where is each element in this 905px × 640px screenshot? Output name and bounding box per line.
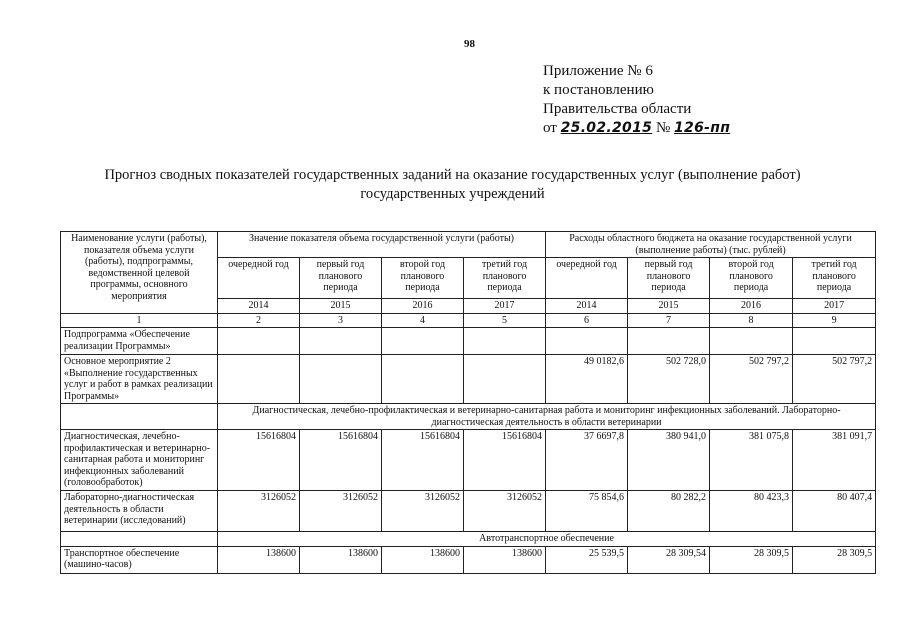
title-line-2: государственных учреждений (360, 186, 545, 202)
row-name: Транспортное обеспечение (машино-часов) (61, 546, 218, 573)
column-number-row (61, 313, 876, 328)
volume-value: 15616804 (382, 430, 464, 491)
row-name: Лабораторно-диагностическая деятельность в области ветеринарии (исследований) (61, 491, 218, 532)
section-row (61, 404, 876, 430)
volume-value: 15616804 (300, 430, 382, 491)
column-number: 1 (61, 313, 218, 328)
volume-value: 3126052 (382, 491, 464, 532)
expense-value: 502 797,2 (710, 355, 793, 404)
volume-value: 138600 (218, 546, 300, 573)
expense-value (546, 328, 628, 355)
row-name: Диагностическая, лечебно-профилактическая и ветеринарно-санитарная работа и мониторинг инфекционных заболеваний (головообработок) (61, 430, 218, 491)
expense-value: 25 539,5 (546, 546, 628, 573)
period-cell: первый год планового периода (628, 258, 710, 299)
expense-value: 381 091,7 (793, 430, 876, 491)
section-blank-cell (61, 404, 218, 430)
header-volume: Значение показателя объема государственной услуги (работы) (218, 232, 546, 258)
year-cell: 2014 (218, 299, 300, 314)
volume-value (464, 328, 546, 355)
expense-value: 80 407,4 (793, 491, 876, 532)
section-row (61, 532, 876, 547)
expense-value (628, 328, 710, 355)
year-cell: 2017 (464, 299, 546, 314)
year-cell: 2015 (300, 299, 382, 314)
header-name: Наименование услуги (работы), показателя объема услуги (работы), подпрограммы, ведомственной целевой программы, основного мероприятия (61, 232, 218, 314)
expense-value: 502 797,2 (793, 355, 876, 404)
column-number: 9 (793, 313, 876, 328)
expense-value: 381 075,8 (710, 430, 793, 491)
row-name: Подпрограмма «Обеспечение реализации Программы» (61, 328, 218, 355)
column-number: 6 (546, 313, 628, 328)
column-number: 5 (464, 313, 546, 328)
year-cell: 2016 (382, 299, 464, 314)
row-name: Основное мероприятие 2 «Выполнение государственных услуг и работ в рамках реализации Программы» (61, 355, 218, 404)
expense-value (710, 328, 793, 355)
date-prefix: от (543, 120, 557, 136)
year-cell: 2015 (628, 299, 710, 314)
column-number: 2 (218, 313, 300, 328)
volume-value: 138600 (300, 546, 382, 573)
forecast-table (60, 231, 876, 574)
table-row (61, 430, 876, 491)
appendix-date-line (543, 119, 730, 138)
section-blank-cell (61, 532, 218, 547)
page-number: 98 (464, 38, 475, 50)
volume-value (218, 328, 300, 355)
expense-value: 75 854,6 (546, 491, 628, 532)
header-row-1 (61, 232, 876, 258)
period-cell: третий год планового периода (793, 258, 876, 299)
period-cell: второй год планового периода (382, 258, 464, 299)
handwritten-date: 25.02.2015 (560, 120, 653, 136)
number-sign: № (655, 120, 671, 136)
column-number: 8 (710, 313, 793, 328)
volume-value (300, 355, 382, 404)
year-cell: 2017 (793, 299, 876, 314)
appendix-block (543, 62, 730, 138)
column-number: 3 (300, 313, 382, 328)
title-line-1: Прогноз сводных показателей государственных заданий на оказание государственных услуг (выполнение работ) (104, 167, 801, 183)
column-number: 4 (382, 313, 464, 328)
period-cell: первый год планового периода (300, 258, 382, 299)
table-row (61, 546, 876, 573)
appendix-line-3: Правительства области (543, 101, 692, 117)
year-cell: 2016 (710, 299, 793, 314)
volume-value (382, 355, 464, 404)
appendix-line-2: к постановлению (543, 82, 654, 98)
volume-value (382, 328, 464, 355)
volume-value: 3126052 (464, 491, 546, 532)
expense-value: 80 282,2 (628, 491, 710, 532)
expense-value: 28 309,5 (793, 546, 876, 573)
volume-value (218, 355, 300, 404)
expense-value: 28 309,5 (710, 546, 793, 573)
volume-value (464, 355, 546, 404)
volume-value: 15616804 (218, 430, 300, 491)
volume-value: 138600 (464, 546, 546, 573)
table-row (61, 328, 876, 355)
period-cell: очередной год (218, 258, 300, 299)
table-row (61, 355, 876, 404)
header-expenses: Расходы областного бюджета на оказание государственной услуги (выполнение работы) (тыс. рублей) (546, 232, 876, 258)
expense-value: 28 309,54 (628, 546, 710, 573)
volume-value (300, 328, 382, 355)
period-cell: второй год планового периода (710, 258, 793, 299)
volume-value: 15616804 (464, 430, 546, 491)
volume-value: 3126052 (300, 491, 382, 532)
appendix-line-1: Приложение № 6 (543, 63, 653, 79)
table-row (61, 491, 876, 532)
column-number: 7 (628, 313, 710, 328)
expense-value: 502 728,0 (628, 355, 710, 404)
expense-value: 37 6697,8 (546, 430, 628, 491)
volume-value: 138600 (382, 546, 464, 573)
expense-value: 380 941,0 (628, 430, 710, 491)
volume-value: 3126052 (218, 491, 300, 532)
document-title (60, 166, 845, 204)
handwritten-number: 126-пп (674, 120, 731, 136)
expense-value: 80 423,3 (710, 491, 793, 532)
section-title: Диагностическая, лечебно-профилактическая и ветеринарно-санитарная работа и мониторинг инфекционных заболеваний. Лабораторно-диагностическая деятельность в области ветеринарии (218, 404, 876, 430)
period-cell: третий год планового периода (464, 258, 546, 299)
expense-value (793, 328, 876, 355)
period-cell: очередной год (546, 258, 628, 299)
section-title: Автотранспортное обеспечение (218, 532, 876, 547)
year-cell: 2014 (546, 299, 628, 314)
expense-value: 49 0182,6 (546, 355, 628, 404)
